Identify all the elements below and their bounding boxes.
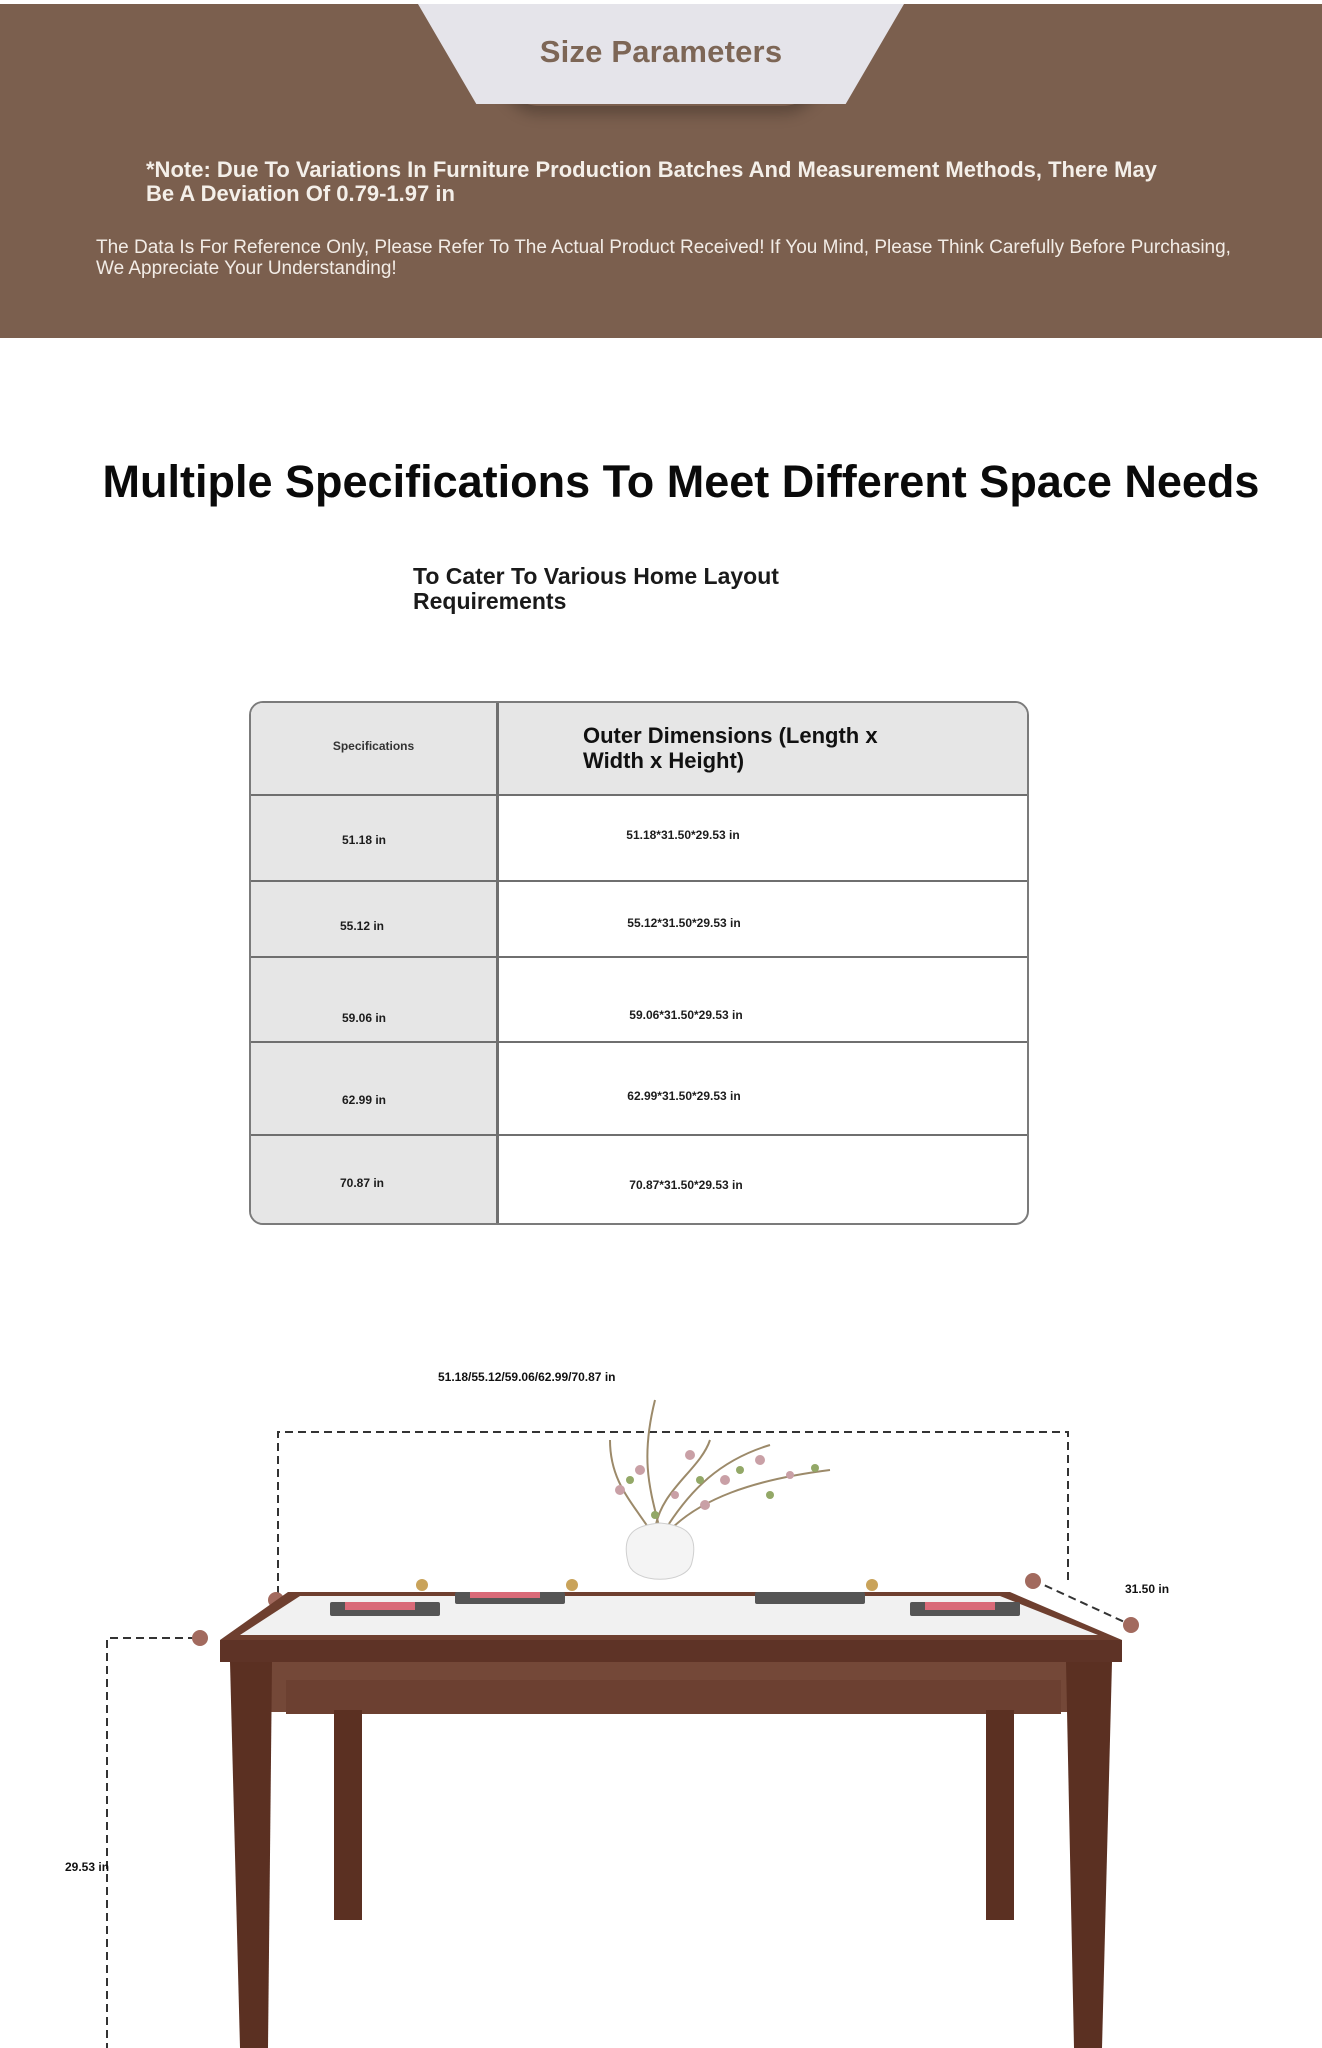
disclaimer-text: The Data Is For Reference Only, Please Refer To The Actual Product Received! If You Mind, Please Think Carefully Before Purchasing, We Appreciate Your Understanding! [96, 237, 1231, 279]
table-row-spec: 62.99 in [341, 1093, 387, 1107]
section-title: Size Parameters [539, 34, 783, 69]
width-dimension-label: 31.50 in [1125, 1582, 1170, 1596]
flower-branches [610, 1400, 830, 1530]
row-divider [251, 956, 1027, 958]
deviation-note: *Note: Due To Variations In Furniture Production Batches And Measurement Methods, There May Be A Deviation Of 0.79-1.97 in [146, 157, 1157, 206]
row-divider [251, 880, 1027, 882]
table-legs [230, 1662, 1112, 2048]
length-dimension-label: 51.18/55.12/59.06/62.99/70.87 in [438, 1370, 616, 1384]
table-row-dims: 70.87*31.50*29.53 in [629, 1178, 743, 1192]
table-row-spec: 59.06 in [341, 1011, 387, 1025]
page-subheading: To Cater To Various Home Layout Requirements [413, 563, 779, 614]
column-header-dimensions: Outer Dimensions (Length x Width x Height) [583, 723, 878, 773]
column-header-spec: Specifications [332, 739, 415, 753]
table-row-dims: 55.12*31.50*29.53 in [627, 916, 741, 930]
table-row-spec: 55.12 in [339, 919, 385, 933]
page-headline: Multiple Specifications To Meet Different Space Needs [102, 456, 1260, 507]
table-row-dims: 62.99*31.50*29.53 in [627, 1089, 741, 1103]
spec-table [249, 701, 1029, 1225]
row-divider [251, 794, 1027, 796]
height-dimension-label: 29.53 in [65, 1860, 110, 1874]
table-row-dims: 51.18*31.50*29.53 in [626, 828, 740, 842]
table-apron [220, 1640, 1122, 1662]
row-divider [251, 1134, 1027, 1136]
dining-table-illustration [0, 1380, 1322, 2048]
table-row-spec: 70.87 in [339, 1176, 385, 1190]
row-divider [251, 1041, 1027, 1043]
vase [626, 1523, 694, 1579]
column-divider [496, 703, 499, 1223]
table-row-spec: 51.18 in [341, 833, 387, 847]
table-row-dims: 59.06*31.50*29.53 in [629, 1008, 743, 1022]
